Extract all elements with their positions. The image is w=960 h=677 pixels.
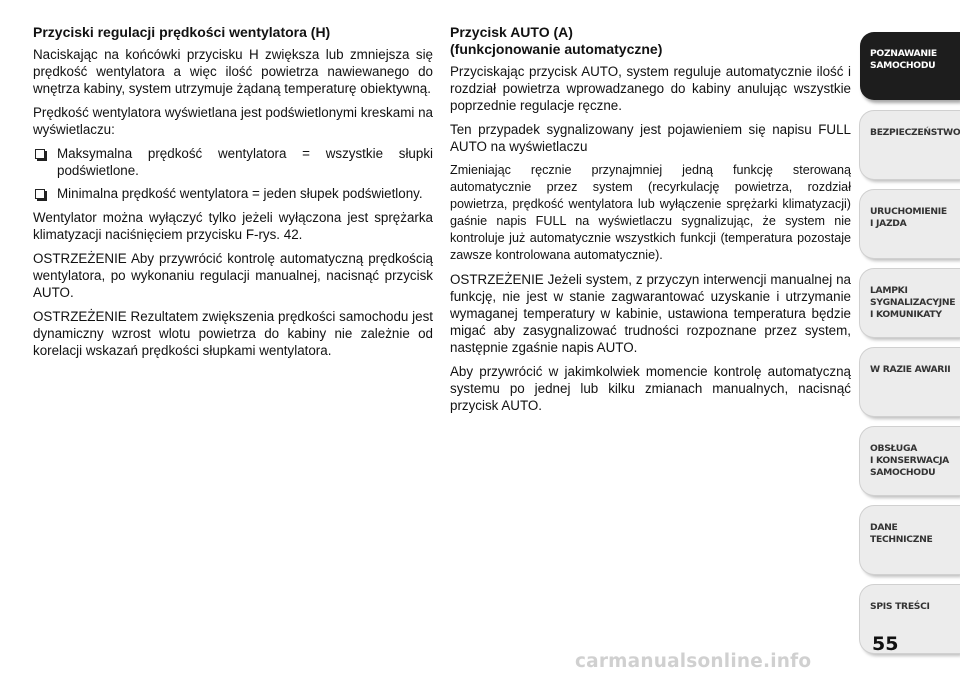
tab-uruchomienie-i-jazda[interactable]: URUCHOMIENIE I JAZDA [860,190,960,258]
fan-speed-paragraph-3: Wentylator można wyłączyć tylko jeżeli wyłączona jest sprężarka klimatyzacji naciśnięciem przycisku F-rys. 42. [33,210,433,242]
checkbox-bullet-icon [35,149,45,159]
fan-speed-paragraph-1: Naciskając na końcówki przycisku H zwiększa lub zmniejsza się prędkość wentylatora a więc ilość powietrza nawiewanego do wnętrza kabiny, system utrzymuje żądaną temperaturę obiektywną. [33,47,433,96]
tab-obsluga-i-konserwacja[interactable]: OBSŁUGA I KONSERWACJA SAMOCHODU [860,427,960,495]
fan-speed-warning-2: OSTRZEŻENIE Rezultatem zwiększenia prędkości samochodu jest dynamiczny wzrost wlotu powietrza do kabiny nie zależnie od korelacji wskazań prędkości słupkami wentylatora. [33,309,433,358]
bullet-max-speed [33,145,433,179]
auto-button-heading [450,24,851,58]
auto-heading-line-2: (funkcjonowanie automatyczne) [450,41,663,57]
tab-bezpieczenstwo[interactable]: BEZPIECZEŃSTWO [860,111,960,179]
watermark: carmanualsonline.info [575,651,812,672]
auto-warning: OSTRZEŻENIE Jeżeli system, z przyczyn interwencji manualnej na funkcję, nie jest w stanie zagwarantować uzyskanie i utrzymanie wymaganej temperatury w kabinie, ustawiona temperatura będzie migać aby zasygnalizować trudności rozpoznane przez system, następnie zgaśnie napis AUTO. [450,272,851,355]
bullet-min-speed-text: Minimalna prędkość wentylatora = jeden słupek podświetlony. [57,186,423,201]
tab-poznawanie-samochodu[interactable]: POZNAWANIE SAMOCHODU [860,32,960,100]
auto-heading-line-1: Przycisk AUTO (A) [450,24,573,40]
auto-paragraph-2: Ten przypadek sygnalizowany jest pojawieniem się napisu FULL AUTO na wyświetlaczu [450,122,851,154]
bullet-min-speed [33,185,433,202]
tab-lampki-sygnalizacyjne[interactable]: LAMPKI SYGNALIZACYJNE I KOMUNIKATY [860,269,960,337]
fan-speed-warning-1: OSTRZEŻENIE Aby przywrócić kontrolę automatyczną prędkością wentylatora, po wykonaniu regulacji manualnej, nacisnąć przycisk AUTO. [33,251,433,300]
auto-paragraph-3: Zmieniając ręcznie przynajmniej jedną funkcję sterowaną automatycznie przez system (recyrkulację powietrza, rozdział powietrza, prędkość wentylatora lub wyłączenie sprężarki klimatyzacji) gaśnie napis FULL na wyświetlaczu sygnalizując, że system nie kontroluje już automatycznie wszystkich funkcji (temperatura pozostaje zawsze kontrolowana automatycznie). [450,163,851,262]
tab-dane-techniczne[interactable]: DANE TECHNICZNE [860,506,960,574]
auto-paragraph-5: Aby przywrócić w jakimkolwiek momencie kontrolę automatyczną systemu po jednej lub kilku zmianach manualnych, nacisnąć przycisk AUTO. [450,364,851,413]
tab-w-razie-awarii[interactable]: W RAZIE AWARII [860,348,960,416]
page-number: 55 [872,633,899,655]
right-column [450,24,851,421]
fan-speed-bullet-list [33,145,433,202]
bullet-max-speed-text: Maksymalna prędkość wentylatora = wszystkie słupki podświetlone. [57,146,433,178]
tab-spis-tresci[interactable]: SPIS TREŚCI [860,585,960,653]
fan-speed-paragraph-2: Prędkość wentylatora wyświetlana jest podświetlonymi kreskami na wyświetlaczu: [33,105,433,137]
fan-speed-heading: Przyciski regulacji prędkości wentylatora (H) [33,24,331,40]
chapter-tabs [860,32,960,664]
left-column [33,24,433,366]
auto-paragraph-1: Przyciskając przycisk AUTO, system reguluje automatycznie ilość i rozdział powietrza wprowadzanego do kabiny anulując wszystkie poprzednie regulacje ręczne. [450,64,851,113]
checkbox-bullet-icon [35,189,45,199]
